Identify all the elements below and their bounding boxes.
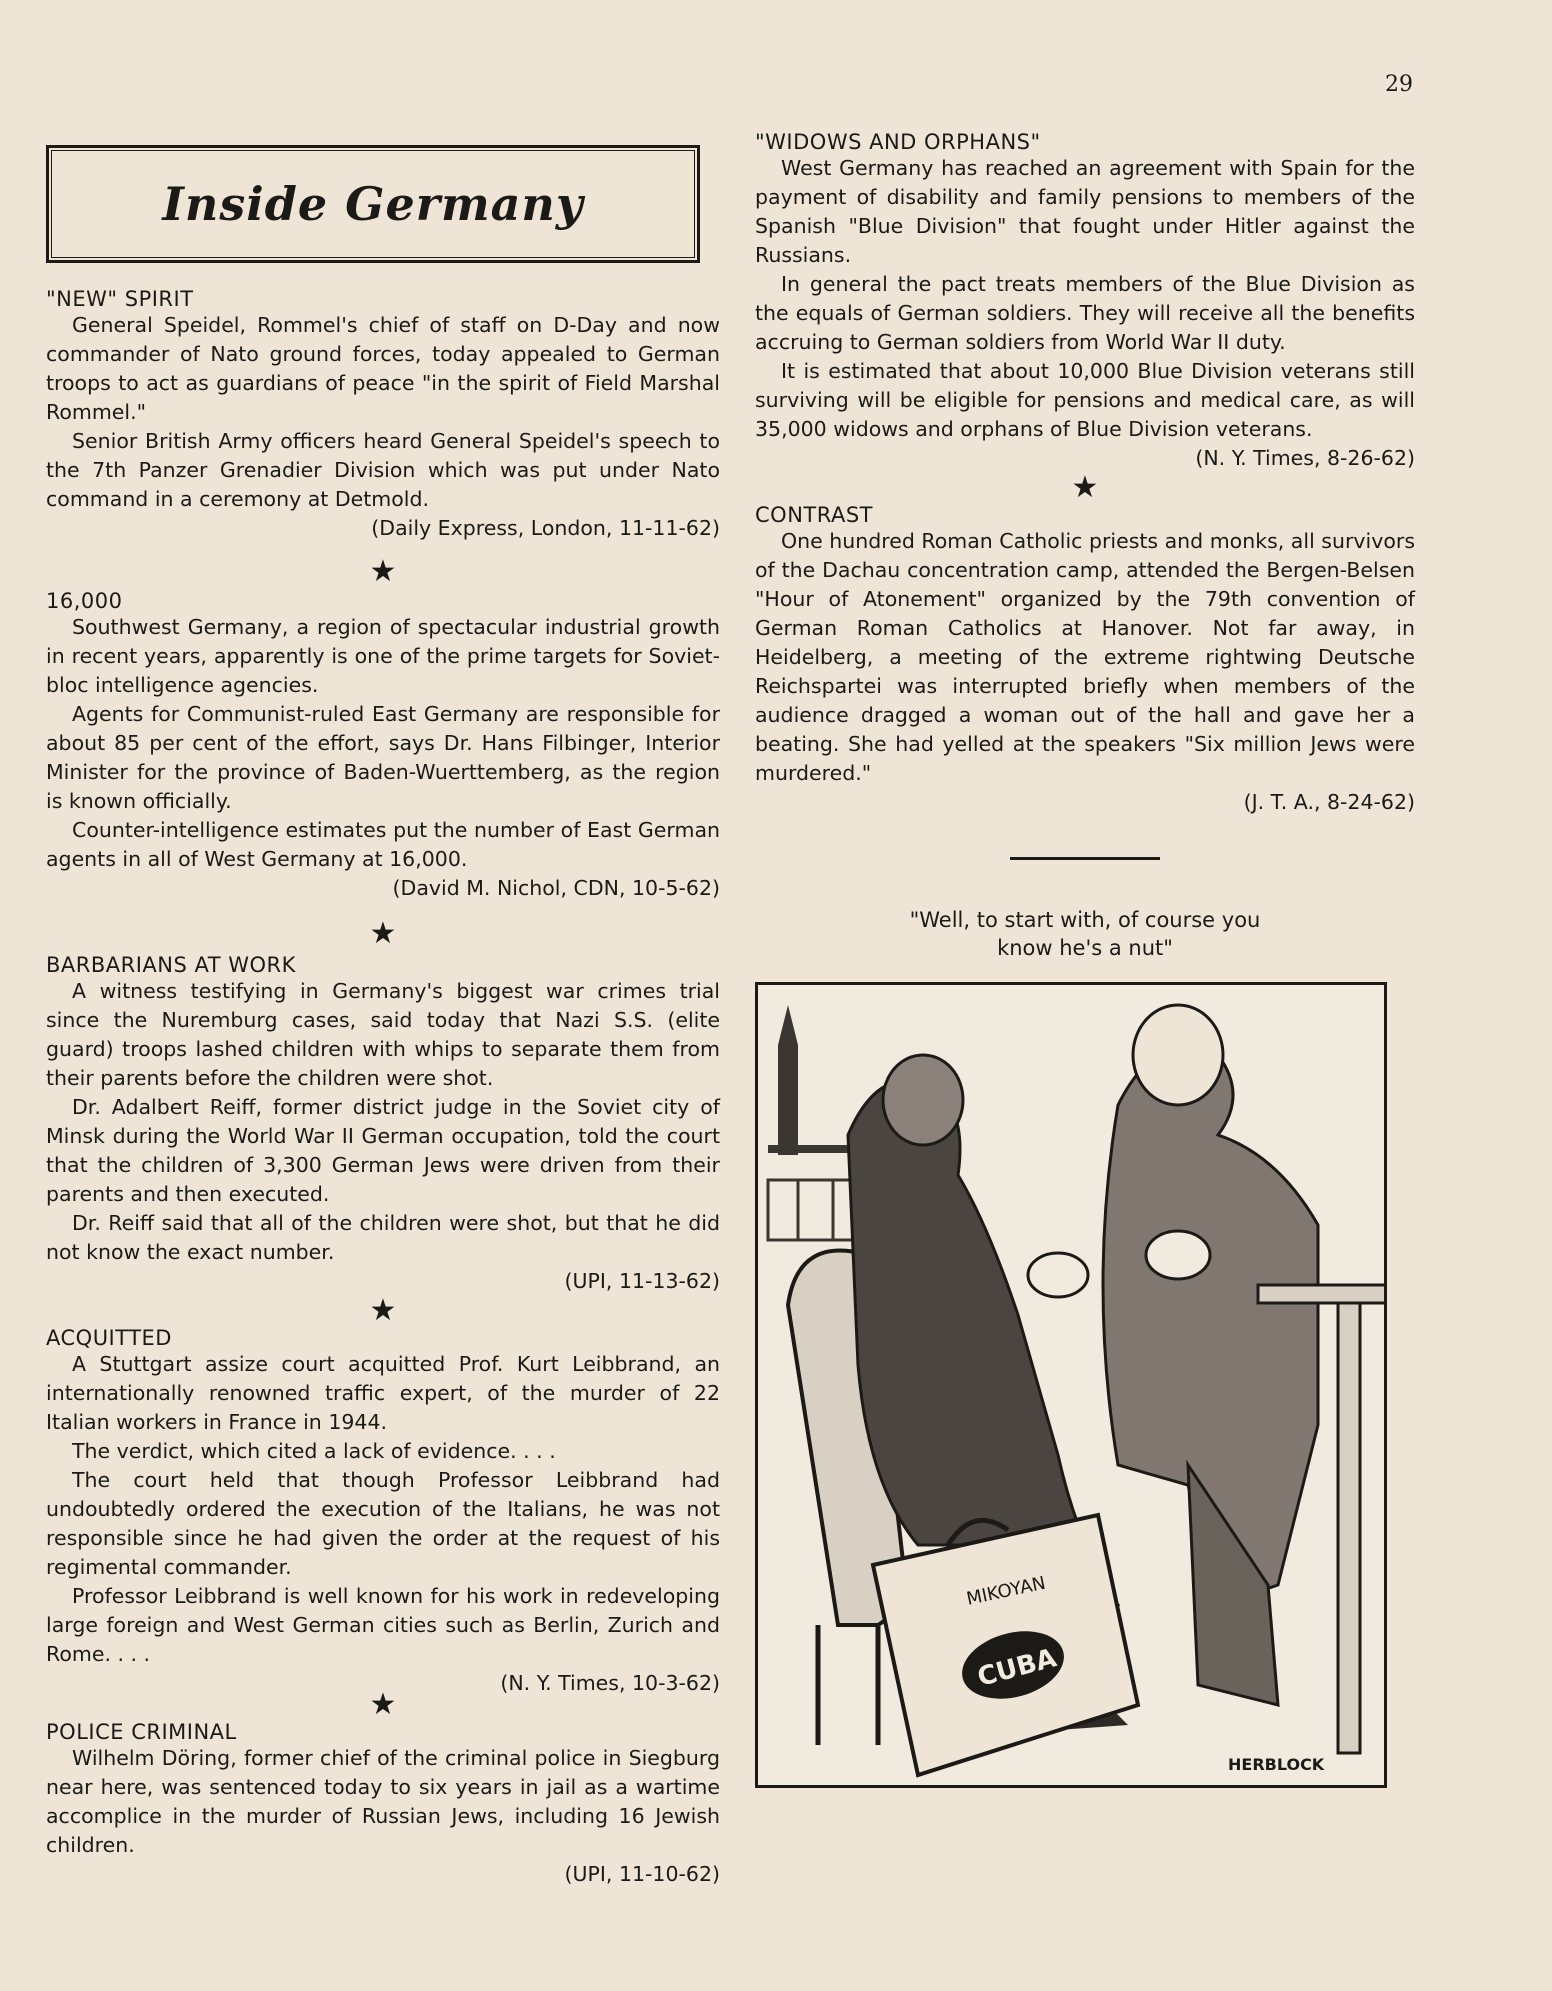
section-title-box	[46, 145, 700, 263]
cartoon-caption-line: know he's a nut"	[997, 936, 1173, 960]
article-source: (David M. Nichol, CDN, 10-5-62)	[392, 876, 720, 900]
article-widows-and-orphans	[755, 130, 1415, 473]
article-paragraph: A Stuttgart assize court acquitted Prof. Kurt Leibbrand, an internationally renowned traffic expert, of the murder of 22 Italian workers in France in 1944.	[46, 1352, 720, 1434]
editorial-cartoon	[755, 982, 1387, 1788]
article-paragraph: Senior British Army officers heard General Speidel's speech to the 7th Panzer Grenadier Division which was put under Nato command in a ceremony at Detmold.	[46, 429, 720, 511]
left-column	[46, 145, 720, 1889]
article-paragraph: Dr. Adalbert Reiff, former district judge in the Soviet city of Minsk during the World War II German occupation, told the court that the children of 3,300 German Jews were driven from their parents and then executed.	[46, 1095, 720, 1206]
star-separator: ★	[369, 1687, 397, 1722]
article-16000	[46, 589, 720, 903]
article-paragraph: A witness testifying in Germany's biggest war crimes trial since the Nuremburg cases, said today that Nazi S.S. (elite guard) troops lashed children with whips to separate them from their parents before the children were shot.	[46, 979, 720, 1090]
article-paragraph: The verdict, which cited a lack of evidence. . . .	[72, 1439, 556, 1463]
article-contrast	[755, 503, 1415, 817]
star-separator: ★	[369, 554, 397, 589]
article-source: (N. Y. Times, 10-3-62)	[500, 1671, 720, 1695]
article-source: (N. Y. Times, 8-26-62)	[1195, 446, 1415, 470]
article-paragraph: One hundred Roman Catholic priests and monks, all survivors of the Dachau concentration camp, attended the Bergen-Belsen "Hour of Atonement" organized by the 79th convention of German Roman Catholics at Hanover. Not far away, in Heidelberg, a meeting of the extreme rightwing Deutsche Reichspartei was interrupted briefly when members of the audience dragged a woman out of the hall and gave her a beating. She had yelled at the speakers "Six million Jews were murdered."	[755, 529, 1415, 785]
article-paragraph: Southwest Germany, a region of spectacular industrial growth in recent years, apparently is one of the prime targets for Soviet-bloc intelligence agencies.	[46, 615, 720, 697]
article-barbarians-at-work	[46, 953, 720, 1296]
article-source: (UPI, 11-10-62)	[564, 1862, 720, 1886]
article-headline: "NEW" SPIRIT	[46, 287, 194, 311]
section-title: Inside Germany	[162, 177, 584, 231]
article-headline: "WIDOWS AND ORPHANS"	[755, 130, 1041, 154]
right-column	[755, 130, 1415, 1788]
article-paragraph: Counter-intelligence estimates put the number of East German agents in all of West Germany at 16,000.	[46, 818, 720, 871]
article-paragraph: Wilhelm Döring, former chief of the criminal police in Siegburg near here, was sentenced today to six years in jail as a wartime accomplice in the murder of Russian Jews, including 16 Jewish children.	[46, 1746, 720, 1857]
article-paragraph: Professor Leibbrand is well known for his work in redeveloping large foreign and West German cities such as Berlin, Zurich and Rome. . . .	[46, 1584, 720, 1666]
article-acquitted	[46, 1326, 720, 1698]
star-separator: ★	[369, 1293, 397, 1328]
article-headline: POLICE CRIMINAL	[46, 1720, 237, 1744]
cuba-sticker-label: CUBA	[974, 1643, 1060, 1693]
article-paragraph: It is estimated that about 10,000 Blue Division veterans still surviving will be eligible for pensions and medical care, as will 35,000 widows and orphans of Blue Division veterans.	[755, 359, 1415, 441]
article-police-criminal	[46, 1720, 720, 1889]
suitcase-label: MIKOYAN	[964, 1572, 1048, 1610]
article-headline: CONTRAST	[755, 503, 873, 527]
section-divider	[1010, 857, 1160, 860]
article-headline: ACQUITTED	[46, 1326, 172, 1350]
star-separator: ★	[369, 916, 397, 951]
page-number: 29	[1385, 72, 1413, 97]
article-source: (UPI, 11-13-62)	[564, 1269, 720, 1293]
article-paragraph: Agents for Communist-ruled East Germany are responsible for about 85 per cent of the effort, says Dr. Hans Filbinger, Interior Minister for the province of Baden-Wuerttemberg, as the region is known officially.	[46, 702, 720, 813]
article-paragraph: In general the pact treats members of the Blue Division as the equals of German soldiers. They will receive all the benefits accruing to German soldiers from World War II duty.	[755, 272, 1415, 354]
cartoon-caption	[755, 906, 1415, 962]
cartoonist-signature: HERBLOCK	[1228, 1755, 1325, 1774]
article-headline: 16,000	[46, 589, 123, 613]
article-paragraph: West Germany has reached an agreement with Spain for the payment of disability and family pensions to members of the Spanish "Blue Division" that fought under Hitler against the Russians.	[755, 156, 1415, 267]
star-separator: ★	[1071, 470, 1099, 505]
article-source: (Daily Express, London, 11-11-62)	[371, 516, 720, 540]
cartoon-illustration	[758, 985, 1384, 1785]
article-source: (J. T. A., 8-24-62)	[1243, 790, 1415, 814]
article-paragraph: General Speidel, Rommel's chief of staff on D-Day and now commander of Nato ground forces, today appealed to German troops to act as guardians of peace "in the spirit of Field Marshal Rommel."	[46, 313, 720, 424]
article-paragraph: Dr. Reiff said that all of the children were shot, but that he did not know the exact number.	[46, 1211, 720, 1264]
cartoon-caption-line: "Well, to start with, of course you	[909, 908, 1261, 932]
article-headline: BARBARIANS AT WORK	[46, 953, 296, 977]
article-new-spirit	[46, 287, 720, 543]
article-paragraph: The court held that though Professor Leibbrand had undoubtedly ordered the execution of the Italians, he was not responsible since he had given the order at the request of his regimental commander.	[46, 1468, 720, 1579]
